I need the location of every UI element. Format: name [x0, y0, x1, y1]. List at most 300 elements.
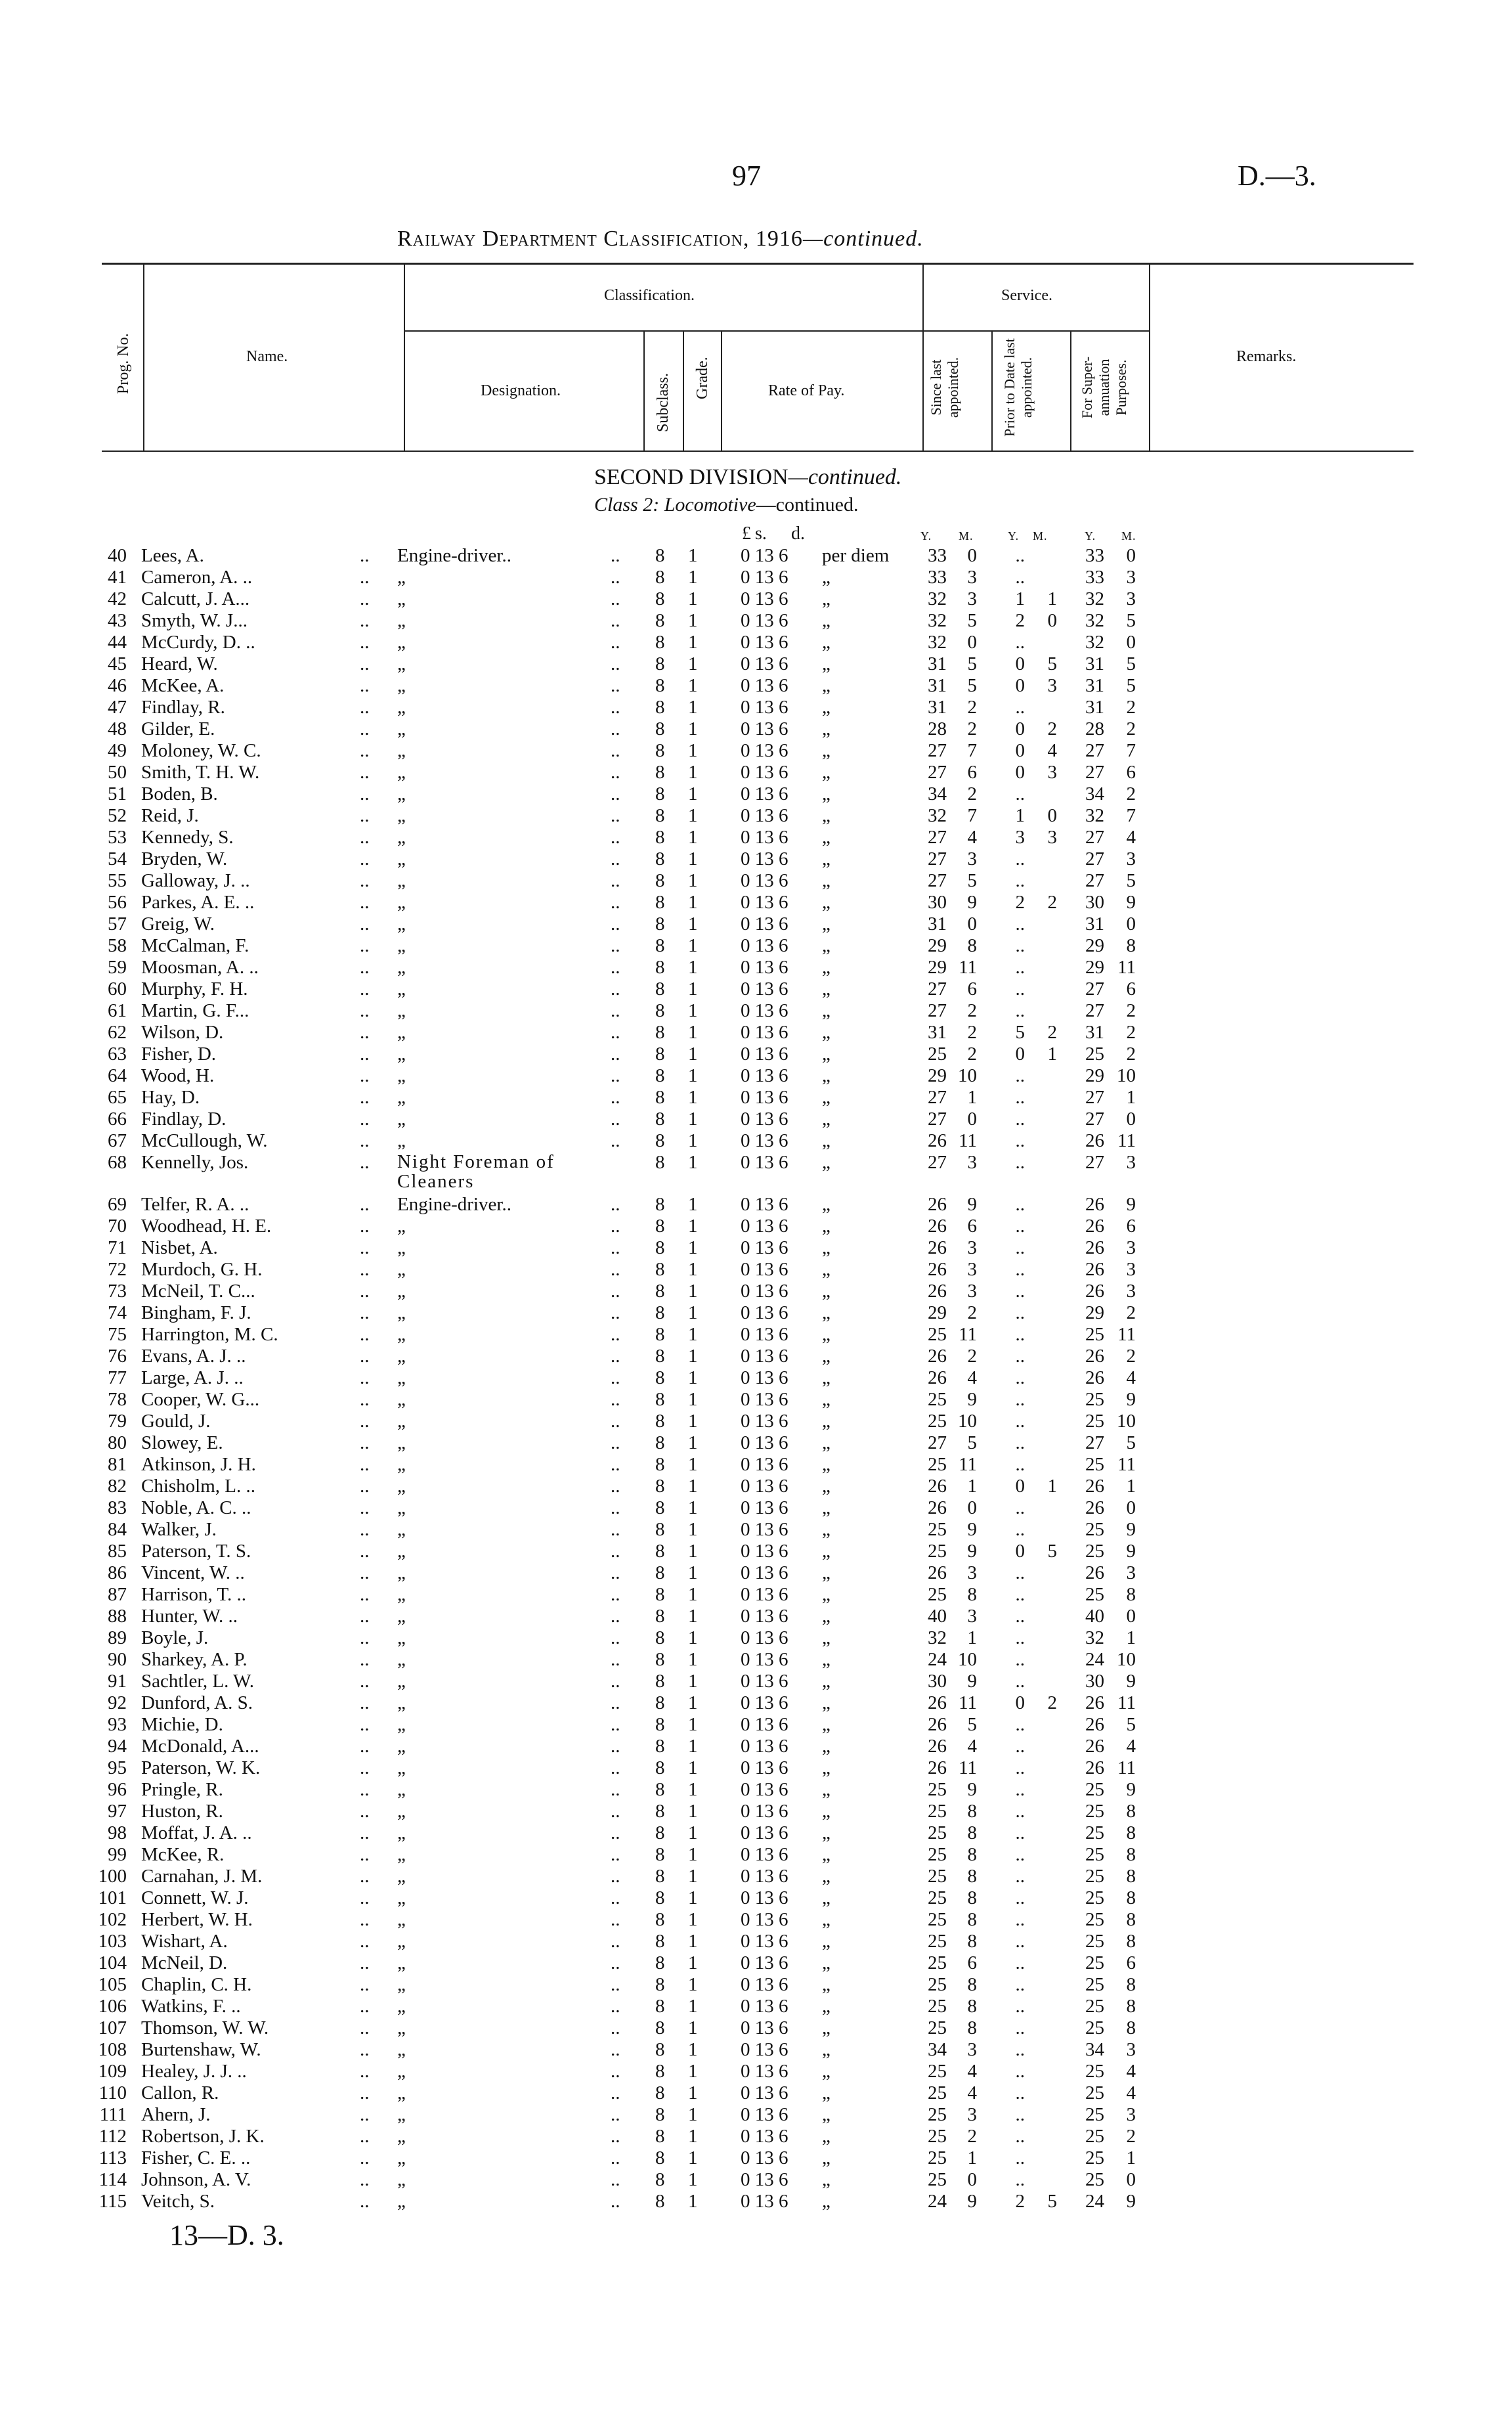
- prior-years-cell: ..: [1015, 1952, 1025, 1973]
- prog-no-cell: 57: [108, 913, 127, 935]
- leader-dots: ..: [360, 892, 370, 913]
- table-row: [0, 1757, 1512, 1779]
- rate-unit-cell: „: [822, 1152, 831, 1173]
- super-years-cell: 26: [1085, 1367, 1104, 1388]
- rate-unit-cell: „: [822, 848, 831, 869]
- name-cell: Veitch, S.: [141, 2191, 215, 2212]
- subclass-cell: 8: [655, 1714, 665, 1735]
- super-months-cell: 7: [1126, 740, 1136, 761]
- prior-months-cell: 1: [1047, 1044, 1057, 1065]
- prior-months-cell: 1: [1047, 588, 1057, 609]
- leader-dots: ..: [360, 697, 370, 718]
- prog-no-cell: 51: [108, 783, 127, 804]
- rate-cell: 0 13 6: [741, 1801, 788, 1822]
- since-months-cell: 1: [967, 2147, 977, 2168]
- name-cell: Cameron, A. ..: [141, 567, 253, 588]
- designation-cell: „: [397, 1541, 406, 1562]
- grade-cell: 1: [688, 1044, 698, 1065]
- super-months-cell: 6: [1126, 1952, 1136, 1973]
- subclass-cell: 8: [655, 718, 665, 739]
- rate-unit-cell: „: [822, 1757, 831, 1778]
- rate-cell: 0 13 6: [741, 2191, 788, 2212]
- prior-years-cell: 0: [1015, 1044, 1025, 1065]
- grade-cell: 1: [688, 2017, 698, 2038]
- since-years-cell: 25: [928, 1779, 947, 1800]
- prior-months-cell: 4: [1047, 740, 1057, 761]
- super-years-cell: 25: [1085, 1909, 1104, 1930]
- page-number: 97: [732, 160, 761, 192]
- designation-cell: „: [397, 675, 406, 696]
- subclass-cell: 8: [655, 1000, 665, 1021]
- designation-cell: „: [397, 1974, 406, 1995]
- grade-cell: 1: [688, 1866, 698, 1887]
- rate-unit-cell: „: [822, 1022, 831, 1043]
- prior-years-cell: ..: [1015, 1302, 1025, 1323]
- since-years-cell: 27: [928, 762, 947, 783]
- prior-years-cell: 2: [1015, 892, 1025, 913]
- since-years-cell: 26: [928, 1692, 947, 1713]
- leader-dots: ..: [360, 1000, 370, 1021]
- super-months-cell: 5: [1126, 870, 1136, 891]
- leader-dots: ..: [611, 1887, 620, 1908]
- since-years-cell: 31: [928, 1022, 947, 1043]
- prog-no-cell: 70: [108, 1216, 127, 1237]
- table-row: [0, 1562, 1512, 1584]
- leader-dots: ..: [611, 2082, 620, 2103]
- subclass-cell: 8: [655, 1044, 665, 1065]
- leader-dots: ..: [360, 1606, 370, 1627]
- super-years-cell: 27: [1085, 1087, 1104, 1108]
- since-months-cell: 9: [967, 1389, 977, 1410]
- designation-cell: „: [397, 2169, 406, 2190]
- super-years-cell: 25: [1085, 1411, 1104, 1432]
- prog-no-cell: 61: [108, 1000, 127, 1021]
- leader-dots: ..: [611, 1432, 620, 1453]
- designation-cell: „: [397, 2147, 406, 2168]
- super-months-cell: 4: [1126, 2061, 1136, 2082]
- leader-dots: ..: [611, 2039, 620, 2060]
- rate-unit-cell: „: [822, 913, 831, 935]
- since-months-cell: 6: [967, 979, 977, 1000]
- since-years-cell: 26: [928, 1237, 947, 1258]
- super-months-cell: 3: [1126, 1259, 1136, 1280]
- name-cell: McDonald, A...: [141, 1736, 259, 1757]
- prior-years-cell: ..: [1015, 913, 1025, 935]
- rate-cell: 0 13 6: [741, 1087, 788, 1108]
- leader-dots: ..: [611, 1324, 620, 1345]
- since-years-cell: 27: [928, 979, 947, 1000]
- rate-cell: 0 13 6: [741, 588, 788, 609]
- super-months-cell: 6: [1126, 1216, 1136, 1237]
- super-months-cell: 4: [1126, 827, 1136, 848]
- prior-months-cell: 5: [1047, 653, 1057, 674]
- super-years-cell: 31: [1085, 1022, 1104, 1043]
- designation-cell: „: [397, 718, 406, 739]
- since-months-cell: 3: [967, 1152, 977, 1173]
- since-months-cell: 3: [967, 2104, 977, 2125]
- table-row: [0, 1367, 1512, 1389]
- table-row: [0, 1454, 1512, 1476]
- super-years-cell: 29: [1085, 1065, 1104, 1086]
- designation-cell: „: [397, 1022, 406, 1043]
- since-years-cell: 24: [928, 2191, 947, 2212]
- grade-cell: 1: [688, 1497, 698, 1518]
- prog-no-cell: 98: [108, 1822, 127, 1843]
- leader-dots: ..: [611, 718, 620, 739]
- designation-cell: „: [397, 1757, 406, 1778]
- prog-no-cell: 108: [98, 2039, 127, 2060]
- rate-unit-cell: „: [822, 588, 831, 609]
- name-cell: Johnson, A. V.: [141, 2169, 251, 2190]
- designation-cell: „: [397, 783, 406, 804]
- leader-dots: ..: [611, 1389, 620, 1410]
- since-months-cell: 7: [967, 805, 977, 826]
- since-years-cell: 27: [928, 1109, 947, 1130]
- super-years-cell: 27: [1085, 1109, 1104, 1130]
- leader-dots: ..: [360, 1714, 370, 1735]
- super-months-cell: 2: [1126, 1302, 1136, 1323]
- designation-cell: „: [397, 1952, 406, 1973]
- super-months-cell: 0: [1126, 1497, 1136, 1518]
- prior-years-cell: 3: [1015, 827, 1025, 848]
- super-years-cell: 27: [1085, 848, 1104, 869]
- prior-years-cell: ..: [1015, 2082, 1025, 2103]
- grade-cell: 1: [688, 1931, 698, 1952]
- prog-no-cell: 97: [108, 1801, 127, 1822]
- leader-dots: ..: [360, 1931, 370, 1952]
- designation-cell: „: [397, 2191, 406, 2212]
- table-row: [0, 1152, 1512, 1194]
- super-months-cell: 9: [1126, 1779, 1136, 1800]
- prog-no-cell: 107: [98, 2017, 127, 2038]
- subclass-cell: 8: [655, 1130, 665, 1151]
- since-years-cell: 25: [928, 2104, 947, 2125]
- name-cell: Sharkey, A. P.: [141, 1649, 248, 1670]
- super-months-cell: 2: [1126, 1022, 1136, 1043]
- leader-dots: ..: [611, 913, 620, 935]
- leader-dots: ..: [360, 2169, 370, 2190]
- super-months-cell: 3: [1126, 848, 1136, 869]
- grade-cell: 1: [688, 762, 698, 783]
- staff-table-body: [0, 545, 1512, 2212]
- leader-dots: ..: [611, 2147, 620, 2168]
- grade-cell: 1: [688, 979, 698, 1000]
- name-cell: Boyle, J.: [141, 1627, 209, 1648]
- leader-dots: ..: [360, 2017, 370, 2038]
- rate-unit-cell: „: [822, 1606, 831, 1627]
- subclass-cell: 8: [655, 1931, 665, 1952]
- leader-dots: ..: [611, 1714, 620, 1735]
- leader-dots: ..: [360, 1324, 370, 1345]
- rate-cell: 0 13 6: [741, 1259, 788, 1280]
- unit-pence: d.: [791, 523, 805, 544]
- grade-cell: 1: [688, 1649, 698, 1670]
- grade-cell: 1: [688, 1194, 698, 1215]
- rate-unit-cell: „: [822, 1346, 831, 1367]
- super-months-cell: 6: [1126, 762, 1136, 783]
- leader-dots: ..: [611, 935, 620, 956]
- prog-no-cell: 44: [108, 632, 127, 653]
- leader-dots: ..: [360, 1909, 370, 1930]
- table-row: [0, 1627, 1512, 1649]
- prior-years-cell: ..: [1015, 1649, 1025, 1670]
- super-months-cell: 4: [1126, 2082, 1136, 2103]
- leader-dots: ..: [611, 1627, 620, 1648]
- table-row: [0, 1065, 1512, 1087]
- rate-cell: 0 13 6: [741, 1152, 788, 1173]
- prior-years-cell: ..: [1015, 2061, 1025, 2082]
- rate-cell: 0 13 6: [741, 1736, 788, 1757]
- since-years-cell: 26: [928, 1757, 947, 1778]
- table-row: [0, 1346, 1512, 1367]
- prior-years-cell: ..: [1015, 1152, 1025, 1173]
- rate-cell: 0 13 6: [741, 567, 788, 588]
- rate-cell: 0 13 6: [741, 697, 788, 718]
- subclass-cell: 8: [655, 1454, 665, 1475]
- designation-cell: „: [397, 1087, 406, 1108]
- table-row: [0, 848, 1512, 870]
- leader-dots: ..: [611, 2104, 620, 2125]
- leader-dots: ..: [611, 1000, 620, 1021]
- subclass-cell: 8: [655, 762, 665, 783]
- super-years-cell: 26: [1085, 1281, 1104, 1302]
- rate-cell: 0 13 6: [741, 1194, 788, 1215]
- rate-cell: 0 13 6: [741, 2039, 788, 2060]
- designation-cell: „: [397, 1714, 406, 1735]
- table-row: [0, 1931, 1512, 1952]
- grade-cell: 1: [688, 1109, 698, 1130]
- prior-years-cell: ..: [1015, 1497, 1025, 1518]
- since-months-cell: 0: [967, 2169, 977, 2190]
- name-cell: Callon, R.: [141, 2082, 219, 2103]
- name-cell: Bingham, F. J.: [141, 1302, 251, 1323]
- rate-unit-cell: „: [822, 1324, 831, 1345]
- leader-dots: ..: [611, 1259, 620, 1280]
- prog-no-cell: 46: [108, 675, 127, 696]
- since-months-cell: 4: [967, 1736, 977, 1757]
- super-years-cell: 25: [1085, 2017, 1104, 2038]
- designation-cell: „: [397, 632, 406, 653]
- grade-cell: 1: [688, 2147, 698, 2168]
- rate-cell: 0 13 6: [741, 1692, 788, 1713]
- designation-cell: „: [397, 892, 406, 913]
- class-prefix: Class: [594, 494, 638, 516]
- since-years-cell: 25: [928, 2082, 947, 2103]
- since-months-cell: 3: [967, 1281, 977, 1302]
- super-years-cell: 33: [1085, 545, 1104, 566]
- rate-unit-cell: „: [822, 2104, 831, 2125]
- leader-dots: ..: [360, 1432, 370, 1453]
- subclass-cell: 8: [655, 1259, 665, 1280]
- since-months-cell: 2: [967, 1044, 977, 1065]
- name-cell: Sachtler, L. W.: [141, 1671, 255, 1692]
- name-cell: Wilson, D.: [141, 1022, 224, 1043]
- leader-dots: ..: [360, 935, 370, 956]
- leader-dots: ..: [611, 1822, 620, 1843]
- rate-cell: 0 13 6: [741, 1671, 788, 1692]
- leader-dots: ..: [611, 1584, 620, 1605]
- designation-cell: „: [397, 588, 406, 609]
- grade-cell: 1: [688, 805, 698, 826]
- rate-unit-cell: „: [822, 1216, 831, 1237]
- super-months-cell: 11: [1117, 1692, 1136, 1713]
- since-months-cell: 7: [967, 740, 977, 761]
- leader-dots: ..: [360, 1389, 370, 1410]
- grade-cell: 1: [688, 1346, 698, 1367]
- since-years-cell: 30: [928, 1671, 947, 1692]
- super-months-cell: 8: [1126, 1974, 1136, 1995]
- header-rate-of-pay: Rate of Pay.: [768, 382, 845, 399]
- super-months-cell: 4: [1126, 1367, 1136, 1388]
- prior-years-cell: ..: [1015, 1671, 1025, 1692]
- since-years-cell: 25: [928, 2017, 947, 2038]
- unit-pound: £: [742, 523, 751, 544]
- grade-cell: 1: [688, 1562, 698, 1583]
- grade-cell: 1: [688, 1909, 698, 1930]
- leader-dots: ..: [611, 1779, 620, 1800]
- name-cell: McCullough, W.: [141, 1130, 268, 1151]
- super-months-cell: 0: [1126, 913, 1136, 935]
- prior-months-cell: 0: [1047, 610, 1057, 631]
- prog-no-cell: 69: [108, 1194, 127, 1215]
- rate-cell: 0 13 6: [741, 1476, 788, 1497]
- prior-years-cell: ..: [1015, 1714, 1025, 1735]
- rate-cell: 0 13 6: [741, 718, 788, 739]
- name-cell: Herbert, W. H.: [141, 1909, 253, 1930]
- super-years-cell: 26: [1085, 1562, 1104, 1583]
- super-months-cell: 9: [1126, 1671, 1136, 1692]
- subclass-cell: 8: [655, 848, 665, 869]
- super-months-cell: 5: [1126, 675, 1136, 696]
- subclass-cell: 8: [655, 805, 665, 826]
- subclass-cell: 8: [655, 1584, 665, 1605]
- table-row: [0, 1779, 1512, 1801]
- subclass-cell: 8: [655, 653, 665, 674]
- prog-no-cell: 63: [108, 1044, 127, 1065]
- since-months-cell: 5: [967, 675, 977, 696]
- prior-years-cell: ..: [1015, 1736, 1025, 1757]
- prog-no-cell: 45: [108, 653, 127, 674]
- rate-cell: 0 13 6: [741, 1887, 788, 1908]
- super-years-cell: 27: [1085, 740, 1104, 761]
- since-months-cell: 6: [967, 1952, 977, 1973]
- name-cell: Murphy, F. H.: [141, 979, 248, 1000]
- designation-cell: „: [397, 697, 406, 718]
- since-months-cell: 0: [967, 1497, 977, 1518]
- table-row: [0, 2017, 1512, 2039]
- prior-years-cell: ..: [1015, 2169, 1025, 2190]
- since-years-cell: 24: [928, 1649, 947, 1670]
- designation-cell: „: [397, 1497, 406, 1518]
- name-cell: Paterson, W. K.: [141, 1757, 261, 1778]
- since-years-cell: 25: [928, 1952, 947, 1973]
- leader-dots: ..: [360, 2082, 370, 2103]
- super-months-cell: 3: [1126, 588, 1136, 609]
- table-row: [0, 588, 1512, 610]
- since-years-cell: 26: [928, 1130, 947, 1151]
- designation-cell: „: [397, 1389, 406, 1410]
- super-years-cell: 34: [1085, 2039, 1104, 2060]
- table-row: [0, 2126, 1512, 2147]
- designation-cell: „: [397, 1000, 406, 1021]
- leader-dots: ..: [611, 957, 620, 978]
- rate-unit-cell: „: [822, 1736, 831, 1757]
- super-years-cell: 27: [1085, 979, 1104, 1000]
- name-cell: Harrington, M. C.: [141, 1324, 278, 1345]
- since-months-cell: 8: [967, 1584, 977, 1605]
- leader-dots: ..: [611, 783, 620, 804]
- designation-cell: „: [397, 1044, 406, 1065]
- prog-no-cell: 93: [108, 1714, 127, 1735]
- rate-unit-cell: „: [822, 1237, 831, 1258]
- subclass-cell: 8: [655, 1952, 665, 1973]
- rate-cell: 0 13 6: [741, 1866, 788, 1887]
- leader-dots: ..: [360, 1411, 370, 1432]
- leader-dots: ..: [611, 1844, 620, 1865]
- rate-cell: 0 13 6: [741, 1065, 788, 1086]
- unit-shilling: s.: [755, 523, 767, 544]
- rate-cell: 0 13 6: [741, 805, 788, 826]
- name-cell: Wishart, A.: [141, 1931, 228, 1952]
- document-reference: D.—3.: [1238, 160, 1316, 192]
- rate-unit-cell: „: [822, 2017, 831, 2038]
- rate-unit-cell: „: [822, 957, 831, 978]
- since-months-cell: 5: [967, 610, 977, 631]
- leader-dots: ..: [611, 1367, 620, 1388]
- super-years-cell: 26: [1085, 1346, 1104, 1367]
- super-months-cell: 3: [1126, 1152, 1136, 1173]
- leader-dots: ..: [360, 2104, 370, 2125]
- rate-unit-cell: „: [822, 1194, 831, 1215]
- leader-dots: ..: [360, 1519, 370, 1540]
- page-footer: 13—D. 3.: [169, 2219, 284, 2251]
- leader-dots: ..: [360, 2039, 370, 2060]
- since-years-cell: 26: [928, 1476, 947, 1497]
- rate-cell: 0 13 6: [741, 1757, 788, 1778]
- leader-dots: ..: [360, 567, 370, 588]
- table-row: [0, 697, 1512, 718]
- grade-cell: 1: [688, 1822, 698, 1843]
- subclass-cell: 8: [655, 1194, 665, 1215]
- prior-years-cell: ..: [1015, 1065, 1025, 1086]
- prior-years-cell: 0: [1015, 1541, 1025, 1562]
- since-months-cell: 2: [967, 783, 977, 804]
- prog-no-cell: 96: [108, 1779, 127, 1800]
- prior-months-cell: 0: [1047, 805, 1057, 826]
- leader-dots: ..: [611, 1974, 620, 1995]
- prog-no-cell: 112: [98, 2126, 127, 2147]
- prior-years-cell: ..: [1015, 1216, 1025, 1237]
- subclass-cell: 8: [655, 1237, 665, 1258]
- leader-dots: ..: [360, 1866, 370, 1887]
- since-years-cell: 34: [928, 2039, 947, 2060]
- super-years-cell: 27: [1085, 1152, 1104, 1173]
- table-row: [0, 827, 1512, 848]
- rate-cell: 0 13 6: [741, 2126, 788, 2147]
- prog-no-cell: 66: [108, 1109, 127, 1130]
- prog-no-cell: 56: [108, 892, 127, 913]
- table-row: [0, 1087, 1512, 1109]
- leader-dots: ..: [611, 1562, 620, 1583]
- rate-unit-cell: „: [822, 610, 831, 631]
- leader-dots: ..: [360, 870, 370, 891]
- table-row: [0, 1606, 1512, 1627]
- leader-dots: ..: [611, 1130, 620, 1151]
- rate-unit-cell: „: [822, 1649, 831, 1670]
- super-years-cell: 25: [1085, 1996, 1104, 2017]
- table-row: [0, 1822, 1512, 1844]
- since-years-cell: 26: [928, 1714, 947, 1735]
